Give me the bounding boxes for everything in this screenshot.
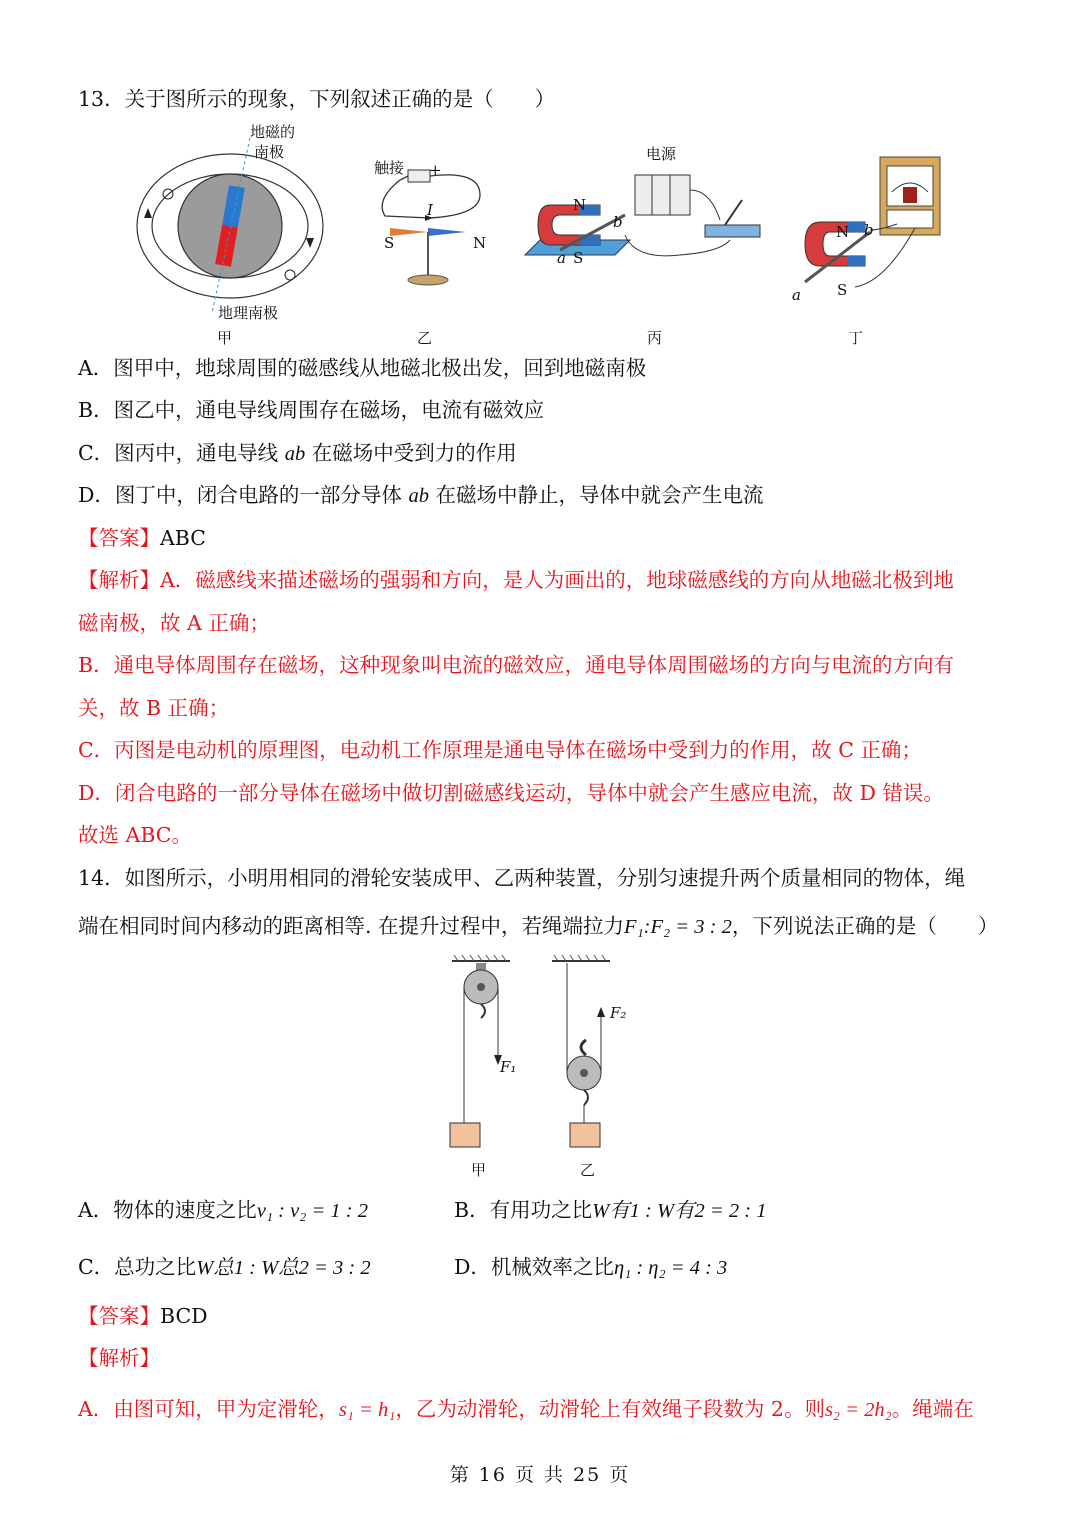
figure-jia-earth-field	[130, 118, 330, 323]
ding-label-s: S	[837, 281, 848, 299]
caption-yi: 乙	[417, 329, 433, 347]
q14-stem-line-1: 14．如图所示，小明用相同的滑轮安装成甲、乙两种装置，分别匀速提升两个质量相同的物体，绳	[78, 866, 966, 890]
q14-answer: 【答案】BCD	[78, 1304, 208, 1328]
bing-label-s: S	[573, 249, 584, 267]
yi-label-touch: 触接	[374, 159, 405, 177]
q14-option-a: A．物体的速度之比v₁ : v₂ = 1 : 2	[78, 1198, 369, 1222]
bing-label-b: b	[613, 213, 623, 231]
q14-stem-line-2: 端在相同时间内移动的距离相等. 在提升过程中，若绳端拉力F₁:F₂ = 3 : 2，下列说法正确的是（ ）	[78, 914, 999, 938]
q14-option-c: C．总功之比W总1 : W总2 = 3 : 2	[78, 1255, 371, 1279]
q14-analysis-label: 【解析】	[78, 1346, 160, 1370]
q13-option-c: C．图丙中，通电导线 ab 在磁场中受到力的作用	[78, 441, 517, 465]
bing-label-a: a	[557, 249, 566, 267]
caption-jia: 甲	[217, 329, 233, 347]
yi-label-n: N	[473, 234, 487, 252]
q13-stem: 13．关于图所示的现象，下列叙述正确的是（ ）	[78, 87, 556, 111]
q13-analysis-line-2: 磁南极，故 A 正确；	[78, 611, 270, 635]
q13-analysis-line-7: 故选 ABC。	[78, 823, 192, 847]
q14-option-b: B．有用功之比W有1 : W有2 = 2 : 1	[454, 1198, 767, 1222]
yi-label-plus: +	[429, 161, 442, 179]
jia-label-geomag-south-1: 地磁的	[250, 123, 296, 141]
yi-label-s: S	[384, 234, 395, 252]
ding-label-a: a	[792, 286, 801, 304]
yi-label-current: I	[427, 201, 433, 219]
q13-option-b: B．图乙中，通电导线周围存在磁场，电流有磁效应	[78, 398, 545, 422]
figure-yi-oersted	[370, 160, 490, 300]
q14-analysis-line-1: A．由图可知，甲为定滑轮，s₁ = h₁，乙为动滑轮，动滑轮上有效绳子段数为 2。则s₂ = 2h₂。绳端在	[78, 1397, 974, 1421]
q13-answer: 【答案】ABC	[78, 526, 206, 550]
q14-option-d: D．机械效率之比η₁ : η₂ = 4 : 3	[454, 1255, 728, 1279]
bing-label-power: 电源	[646, 145, 677, 163]
caption-ding: 丁	[848, 329, 864, 347]
page-footer: 第 16 页 共 25 页	[449, 1464, 631, 1486]
pulley-label-f1: F₁	[500, 1058, 517, 1076]
q13-analysis-line-1: 【解析】A．磁感线来描述磁场的强弱和方向，是人为画出的，地球磁感线的方向从地磁北极到地	[78, 568, 954, 592]
q13-option-a: A．图甲中，地球周围的磁感线从地磁北极出发，回到地磁南极	[78, 356, 647, 380]
q13-analysis-line-4: 关，故 B 正确；	[78, 696, 230, 720]
ding-label-n: N	[836, 223, 850, 241]
pulley-caption-yi: 乙	[580, 1161, 596, 1179]
q13-analysis-line-5: C．丙图是电动机的原理图，电动机工作原理是通电导体在磁场中受到力的作用，故 C 正确；	[78, 738, 922, 762]
q13-analysis-line-3: B．通电导体周围存在磁场，这种现象叫电流的磁效应，通电导体周围磁场的方向与电流的方向有	[78, 653, 955, 677]
bing-label-n: N	[573, 196, 587, 214]
pulley-caption-jia: 甲	[471, 1161, 487, 1179]
figure-pulleys	[440, 955, 630, 1155]
q13-option-d: D．图丁中，闭合电路的一部分导体 ab 在磁场中静止，导体中就会产生电流	[78, 483, 764, 507]
caption-bing: 丙	[647, 329, 663, 347]
pulley-label-f2: F₂	[610, 1004, 627, 1022]
q13-analysis-line-6: D．闭合电路的一部分导体在磁场中做切割磁感线运动，导体中就会产生感应电流，故 D 错误。	[78, 781, 944, 805]
jia-label-geomag-south-2: 南极	[254, 143, 285, 161]
jia-label-geo-south: 地理南极	[218, 304, 279, 322]
ding-label-b: b	[864, 221, 874, 239]
